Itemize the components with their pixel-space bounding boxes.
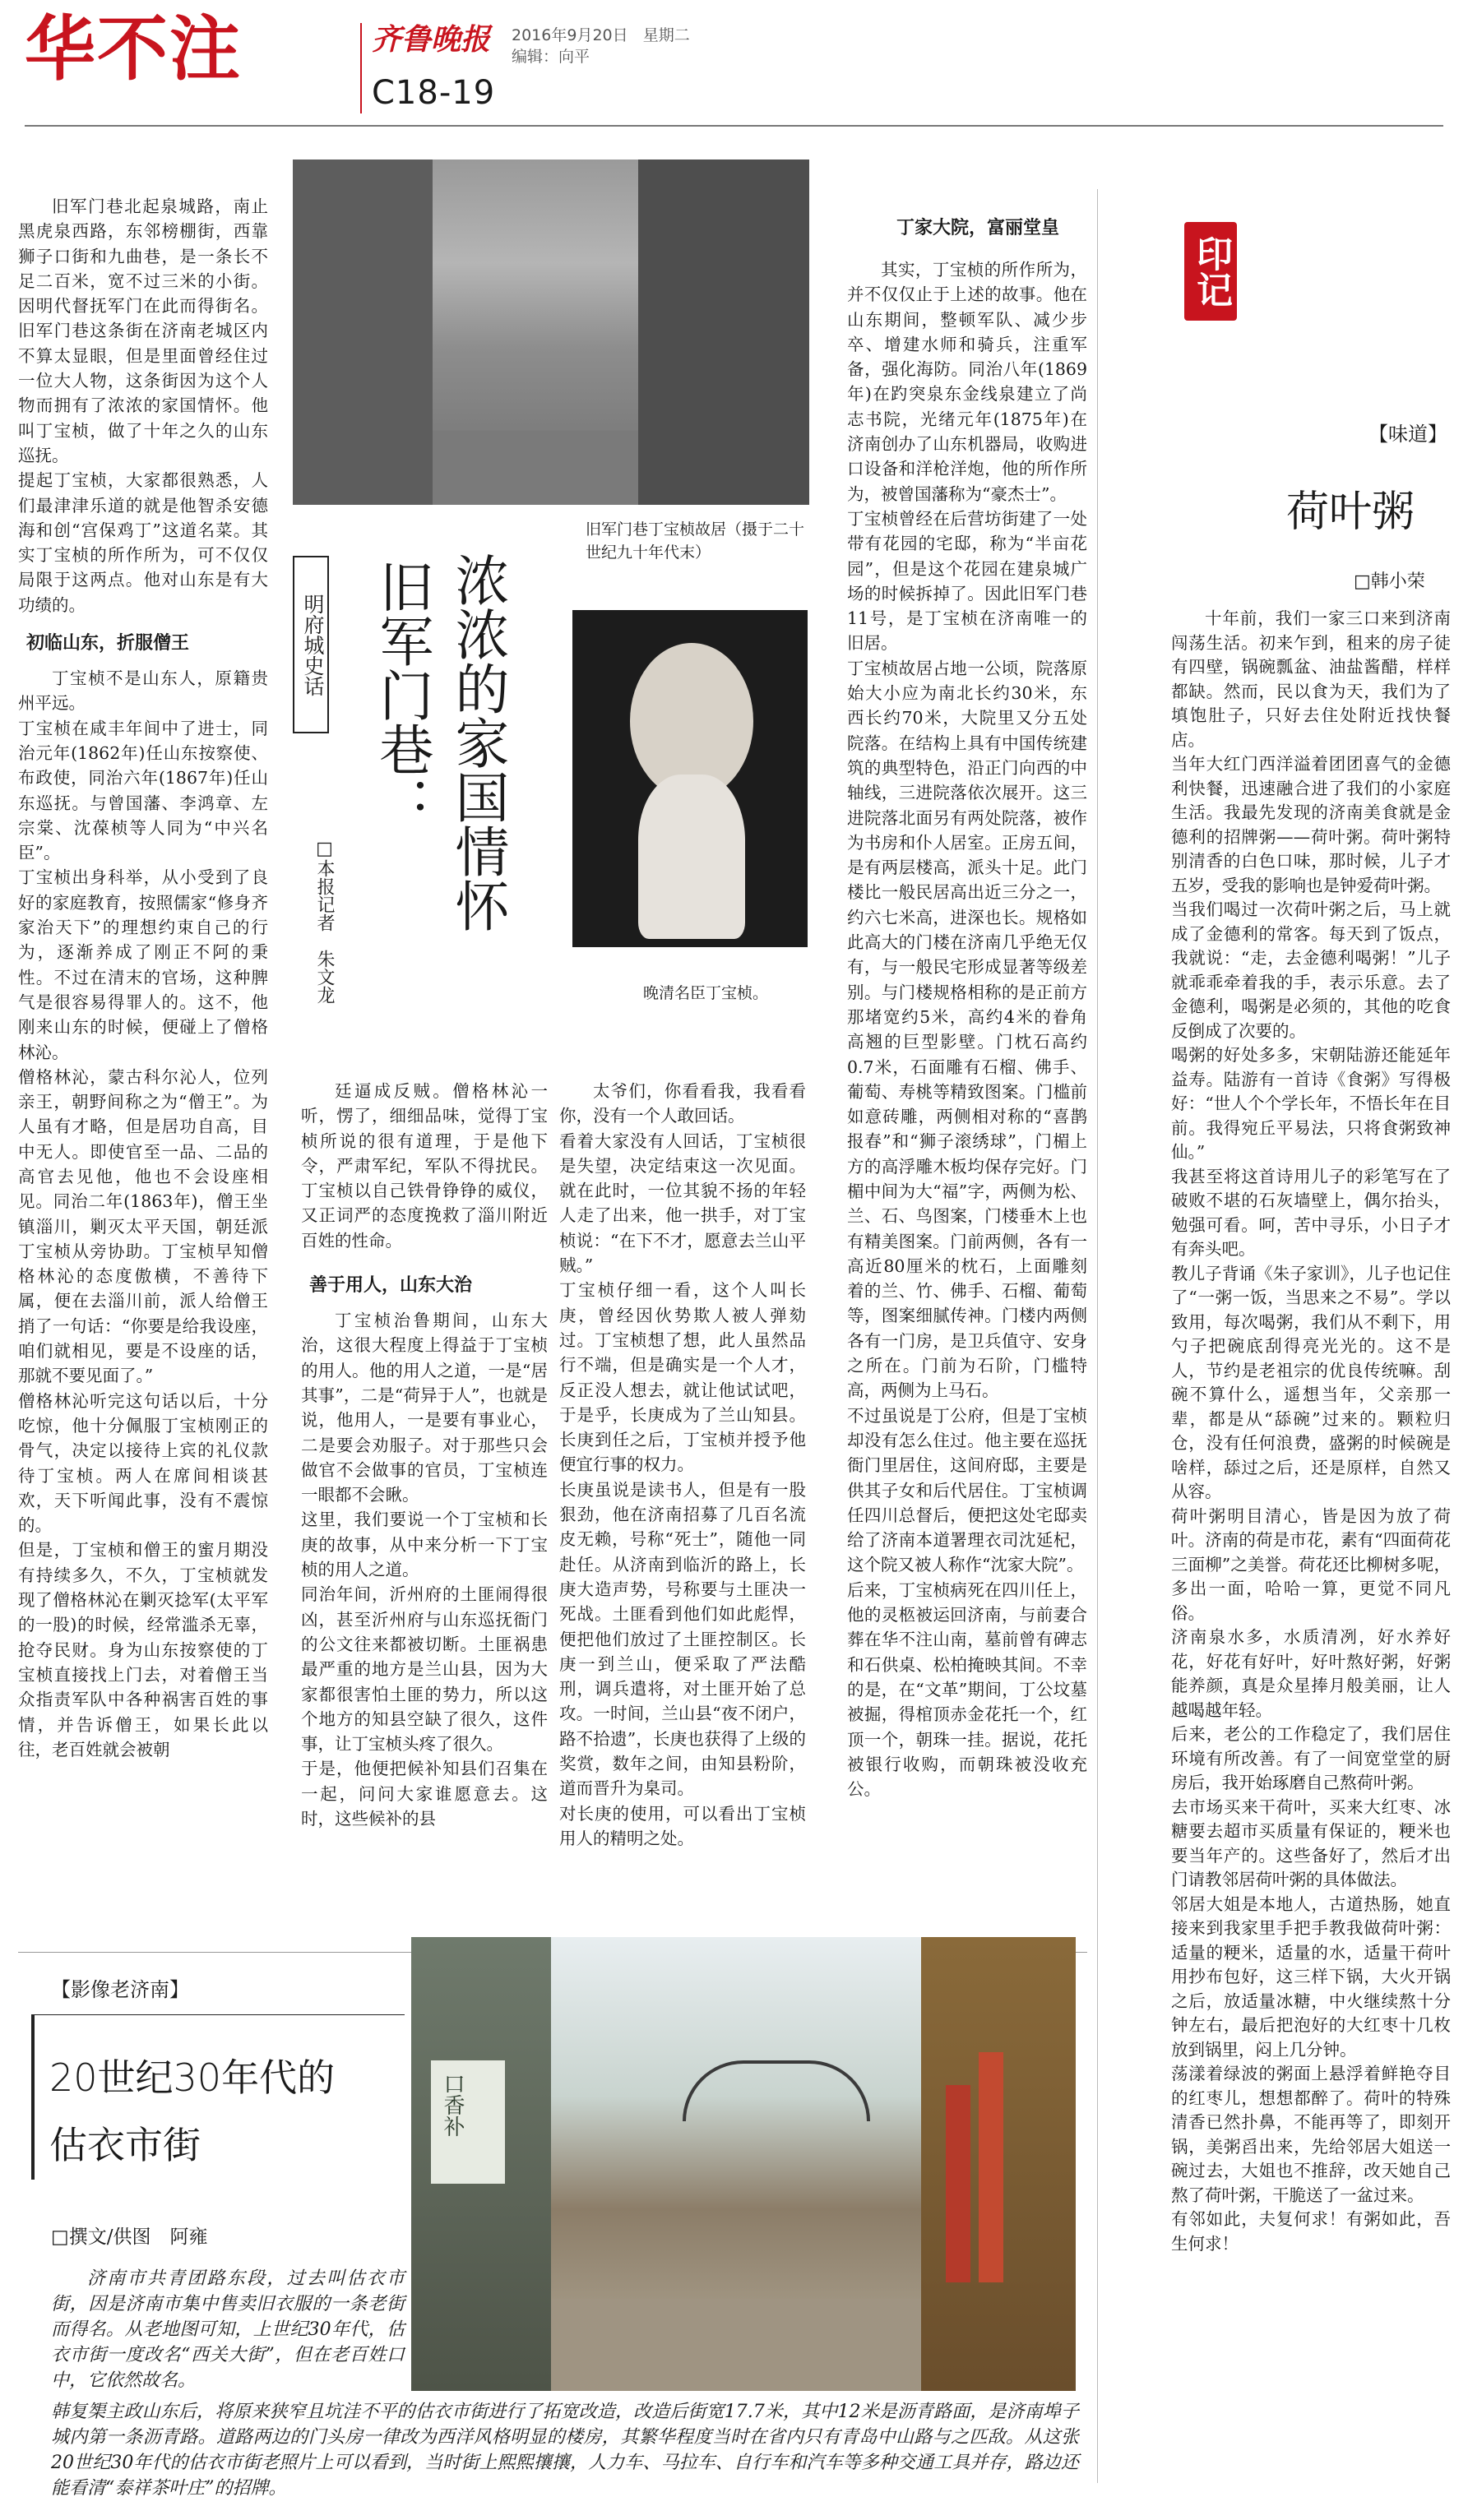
bottom-body-continued: [51, 2399, 1079, 2501]
main-col1-text: 旧军门巷北起泉城路，南止黑虎泉西路，东邻榜棚街，西靠狮子口街和九曲巷，是一条长不足二百米，宽不过三米的小街。因明代督抚军门在此而得街名。旧军门巷这条街在济南老城区内不算太显眼，但是里面曾经住过一位大人物，这条街因为这个人物而拥有了浓浓的家国情怀。他叫丁宝桢，做了十年之久的山东巡抚。 提起丁宝桢，大家都很熟悉，人们最津津乐道的就是他智杀安德海和创“宫保鸡丁”这道名菜。其实丁宝桢的所作所为，可不仅仅局限于这两点。他对山东是有大功绩的。: [18, 197, 268, 615]
side-divider: [1097, 189, 1098, 2483]
column-name: 华不注: [25, 8, 242, 90]
photo-old-lane: [293, 160, 809, 505]
photo-shop-sign: 口香补: [440, 2073, 465, 2137]
weekday-text: 星期二: [642, 26, 690, 44]
main-byline: □本报记者 朱文龙: [314, 839, 335, 1004]
side-body-text: 十年前，我们一家三口来到济南闯荡生活。初来乍到，租来的房子徒有四壁，锅碗瓢盆、油盐酱醋，样样都缺。然而，民以食为天，我们为了填饱肚子，只好去住处附近找快餐店。 当年大红门西洋溢着团团喜气的金德利快餐，迅速融合进了我们的小家庭生活。我最先发现的济南美食就是金德利的招牌粥——荷叶粥。荷叶粥特别清香的白色口味，那时候，儿子才五岁，受我的影响也是钟爱荷叶粥。 当我们喝过一次荷叶粥之后，马上就成了金德利的常客。每天到了饭点，我就说：“走，去金德利喝粥！”儿子就乖乖牵着我的手，表示乐意。去了金德利，喝粥是必须的，其他的吃食反倒成了次要的。 喝粥的好处多多，宋朝陆游还能延年益寿。陆游有一首诗《食粥》写得极好：“世人个个学长年，不悟长年在目前。我得宛丘平易法，只将食粥致神仙。” 我甚至将这首诗用儿子的彩笔写在了破败不堪的石灰墙壁上，偶尔抬头，勉强可看。呵，苦中寻乐，小日子才有奔头吧。 教儿子背诵《朱子家训》，儿子也记住了“一粥一饭，当思来之不易”。学以致用，每次喝粥，我们从不剩下，用勺子把碗底刮得亮光光的。这不是人，节约是老祖宗的优良传统嘛。刮碗不算什么，遥想当年，父亲那一辈，都是从“舔碗”过来的。颗粒归仓，没有任何浪费，盛粥的时候碗是啥样，舔过之后，还是原样，自然又从容。 荷叶粥明目清心，皆是因为放了荷叶。济南的荷是市花，素有“四面荷花三面柳”之美誉。荷花还比柳树多呢，多出一面，哈哈一算，更觉不同凡俗。 济南泉水多，水质清冽，好水养好花，好花有好叶，好叶熬好粥，好粥能养颜，真是众星捧月般美丽，让人越喝越年轻。 后来，老公的工作稳定了，我们居住环境有所改善。有了一间宽堂堂的厨房后，我开始琢磨自己熬荷叶粥。 去市场买来干荷叶，买来大红枣、冰糖要去超市买质量有保证的，粳米也要当年产的。这些备好了，然后才出门请教邻居荷叶粥的具体做法。 邻居大姐是本地人，古道热肠，她直接来到我家里手把手教我做荷叶粥：适量的粳米，适量的水，适量干荷叶用抄布包好，这三样下锅，大火开锅之后，放适量冰糖，中火继续熬十分钟左右，最后把泡好的大红枣十几枚放到锅里，闷上几分钟。 荡漾着绿波的粥面上悬浮着鲜艳夺目的红枣儿，想想都醉了。荷叶的特殊清香已然扑鼻，不能再等了，即刻开锅，美粥舀出来，先给邻居大姐送一碗过去，大姐也不推辞，改天她自己熬了荷叶粥，干脆送了一盆过来。 有邻如此，夫复何求！有粥如此，吾生何求！: [1171, 608, 1451, 2254]
headline-line2: 旧军门巷：: [370, 559, 433, 830]
masthead-divider: [360, 23, 362, 113]
series-tag: 明府城史话: [293, 556, 329, 733]
bottom-title-line2: 估衣市街: [49, 2123, 201, 2167]
main-col1b-text: 丁宝桢不是山东人，原籍贵州平远。 丁宝桢在咸丰年间中了进士，同治元年(1862年)任山东按察使、布政使，同治六年(1867年)任山东巡抚。与曾国藩、李鸿章、左宗棠、沈葆桢等人同为“中兴名臣”。 丁宝桢出身科举，从小受到了良好的家庭教育，按照儒家“修身齐家治天下”的理想约束自己的行为，逐渐养成了刚正不阿的秉性。不过在清末的官场，这种脾气是很容易得罪人的。这不，他刚来山东的时候，便碰上了僧格林沁。 僧格林沁，蒙古科尔沁人，位列亲王，朝野间称之为“僧王”。为人虽有才略，但是居功自高，目中无人。即使官至一品、二品的高官去见他，他也不会设座相见。同治二年(1863年)，僧王坐镇淄川，剿灭太平天国，朝廷派丁宝桢从旁协助。丁宝桢早知僧格林沁的态度傲横，不善待下属，便在去淄川前，派人给僧王捎了一句话：“你要是给我设座，咱们就相见，要是不设座的话，那就不要见面了。” 僧格林沁听完这句话以后，十分吃惊，他十分佩服丁宝桢刚正的骨气，决定以接待上宾的礼仪款待丁宝桢。两人在席间相谈甚欢，天下听闻此事，没有不震惊的。 但是，丁宝桢和僧王的蜜月期没有持续多久，不久，丁宝桢就发现了僧格林沁在剿灭捻军(太平军的一股)的时候，经常滥杀无辜，抢夺民财。身为山东按察使的丁宝桢直接找上门去，对着僧王当众指责军队中各种祸害百姓的事情，并告诉僧王，如果长此以往，老百姓就会被朝: [18, 668, 268, 1759]
bottom-title-box: [31, 2014, 405, 2180]
subhead-3: 丁家大院，富丽堂皇: [896, 218, 1060, 238]
subhead-2: 善于用人，山东大治: [309, 1275, 473, 1297]
bottom-body-text: 济南市共青团路东段，过去叫估衣市街，因是济南市集中售卖旧衣服的一条老街而得名。从老地图可知，上世纪30年代，估衣市街一度改名“西关大街”，但在老百姓口中，它依然故名。: [51, 2268, 405, 2391]
main-col-4: [847, 214, 1087, 1801]
bottom-column-tag: 【影像老济南】: [51, 1978, 189, 2001]
main-col2b-text: 丁宝桢治鲁期间，山东大治，这很大程度上得益于丁宝桢的用人。他的用人之道，一是“居其事”，二是“荷异于人”，也就是说，他用人，一是要有事业心，二是要会劝服子。对于那些只会做官不会做事的官员，丁宝桢连一眼都不会瞅。 这里，我们要说一个丁宝桢和长庚的故事，从中来分析一下丁宝桢的用人之道。 同治年间，沂州府的土匪闹得很凶，甚至沂州府与山东巡抚衙门的公文往来都被切断。土匪祸患最严重的地方是兰山县，因为大家都很害怕土匪的势力，所以这个地方的知县空缺了很久，这件事，让丁宝桢头疼了很久。 于是，他便把候补知县们召集在一起，问问大家谁愿意去。这时，这些候补的县: [301, 1311, 548, 1829]
main-col2-text: 廷逼成反贼。僧格林沁一听，愣了，细细品味，觉得丁宝桢所说的很有道理，于是他下令，严肃军纪，军队不得扰民。丁宝桢以自己铁骨铮铮的威仪，又正词严的态度挽救了淄川附近百姓的性命。: [301, 1081, 548, 1251]
headline-line1: 浓浓的家国情怀: [446, 553, 509, 932]
main-col-3: [559, 1079, 806, 1851]
side-column-tag: 【味道】: [1368, 423, 1447, 446]
bottom-title-line1: 20世纪30年代的: [49, 2055, 336, 2100]
bottom-byline: □撰文/供图 阿雍: [51, 2226, 208, 2248]
editor-text: 编辑：向平: [512, 48, 590, 66]
issue-date: [512, 23, 690, 45]
main-col-2: [301, 1079, 548, 1831]
page-number: C18-19: [372, 74, 496, 112]
bottom-body: [51, 2266, 405, 2393]
photo-street: [411, 1937, 1076, 2391]
photo1-caption: 旧军门巷丁宝桢故居（摄于二十世纪九十年代末）: [586, 520, 805, 562]
photo2-caption: 晚清名臣丁宝桢。: [643, 984, 769, 1002]
subhead-1: 初临山东，折服僧王: [26, 633, 190, 654]
main-col-1: [18, 194, 268, 1762]
masthead-rule: [25, 125, 1443, 127]
side-title: 荷叶粥: [1286, 488, 1415, 537]
paper-name-logo: 齐鲁晚报: [372, 22, 491, 57]
date-text: 2016年9月20日: [512, 26, 628, 44]
side-body: [1171, 607, 1451, 2256]
section-mark-seal: 印记: [1184, 222, 1237, 321]
main-col3-text: 太爷们，你看看我，我看看你，没有一个人敢回话。 看着大家没有人回话，丁宝桢很是失望，决定结束这一次见面。就在此时，一位其貌不扬的年轻人走了出来，他一拱手，对丁宝桢说：“在下不才，愿意去兰山平贼。” 丁宝桢仔细一看，这个人叫长庚，曾经因伙势欺人被人弹劾过。丁宝桢想了想，此人虽然品行不端，但是确实是一个人才，反正没人想去，就让他试试吧，于是乎，长庚成为了兰山知县。长庚到任之后，丁宝桢并授予他便宜行事的权力。 长庚虽说是读书人，但是有一股狠劲，他在济南招募了几百名流皮无赖，号称“死士”，随他一同赴任。从济南到临沂的路上，长庚大造声势，号称要与土匪决一死战。土匪看到他们如此彪悍，便把他们放过了土匪控制区。长庚一到兰山，便采取了严法酷刑，调兵遣将，对土匪开始了总攻。一时间，兰山县“夜不闭户，路不拾遗”，长庚也获得了上级的奖赏，数年之间，由知县粉阶，道而晋升为臬司。 对长庚的使用，可以看出丁宝桢用人的精明之处。: [559, 1081, 806, 1848]
photo-portrait: [572, 610, 808, 947]
side-byline: □韩小荣: [1354, 571, 1425, 592]
bottom-body-cont-text: 韩复榘主政山东后，将原来狭窄且坑洼不平的估衣市街进行了拓宽改造，改造后街宽17.7米，其中12米是沥青路面，是济南埠子城内第一条沥青路。道路两边的门头房一律改为西洋风格明显的楼房，其繁华程度当时在省内只有青岛中山路与之匹敌。从这张20世纪30年代的估衣市街老照片上可以看到，当时街上熙熙攘攘，人力车、马拉车、自行车和汽车等多种交通工具并存，路边还能看清“泰祥茶叶庄”的招牌。: [51, 2402, 1079, 2499]
main-col4-text: 其实，丁宝桢的所作所为，并不仅仅止于上述的故事。他在山东期间，整顿军队、减少步卒、增建水师和骑兵，注重军备，强化海防。同治八年(1869年)在趵突泉东金线泉建立了尚志书院，光绪元年(1875年)在济南创办了山东机器局，收购进口设备和洋枪洋炮，他的所作所为，被曾国藩称为“豪杰士”。 丁宝桢曾经在后营坊街建了一处带有花园的宅邸，称为“半亩花园”，但是这个花园在建泉城广场的时候拆掉了。因此旧军门巷11号，是丁宝桢在济南唯一的旧居。 丁宝桢故居占地一公顷，院落原始大小应为南北长约30米，东西长约70米，大院里又分五处院落。在结构上具有中国传统建筑的典型特色，沿正门向西的中轴线，三进院落依次展开。这三进院落北面另有两处院落，被作为书房和仆人居室。正房五间，是有两层楼高，派头十足。此门楼比一般民居高出近三分之一，约六七米高，进深也长。规格如此高大的门楼在济南几乎绝无仅有，与一般民宅形成显著等级差别。与门楼规格相称的是正前方那堵宽约5米，高约4米的眷角高翘的巨型影壁。门枕石高约0.7米，石面雕有石榴、佛手、葡萄、寿桃等精致图案。门槛前如意砖雕，两侧相对称的“喜鹊报春”和“狮子滚绣球”，门楣上方的高浮雕木板均保存完好。门楣中间为大“福”字，两侧为松、兰、石、鸟图案，门楼垂木上也有精美图案。门前两侧，各有一高近80厘米的枕石，上面雕刻着的兰、竹、佛手、石榴、葡萄等，图案细腻传神。门楼内两侧各有一门房，是卫兵值守、安身之所在。门前为石阶，门槛特高，两侧为上马石。 不过虽说是丁公府，但是丁宝桢却没有怎么住过。他主要在巡抚衙门里居住，这间府邸，主要是供其子女和后代居住。丁宝桢调任四川总督后，便把这处宅邸卖给了济南本道署理衣司沈延杞，这个院又被人称作“沈家大院”。 后来，丁宝桢病死在四川任上，他的灵柩被运回济南，与前妻合葬在华不注山南，墓前曾有碑志和石供桌、松柏掩映其间。不幸的是，在“文革”期间，丁公坟墓被掘，得棺顶赤金花托一个，红顶一个，朝珠一挂。据说，花托被银行收购，而朝珠被没收充公。: [847, 260, 1087, 1800]
